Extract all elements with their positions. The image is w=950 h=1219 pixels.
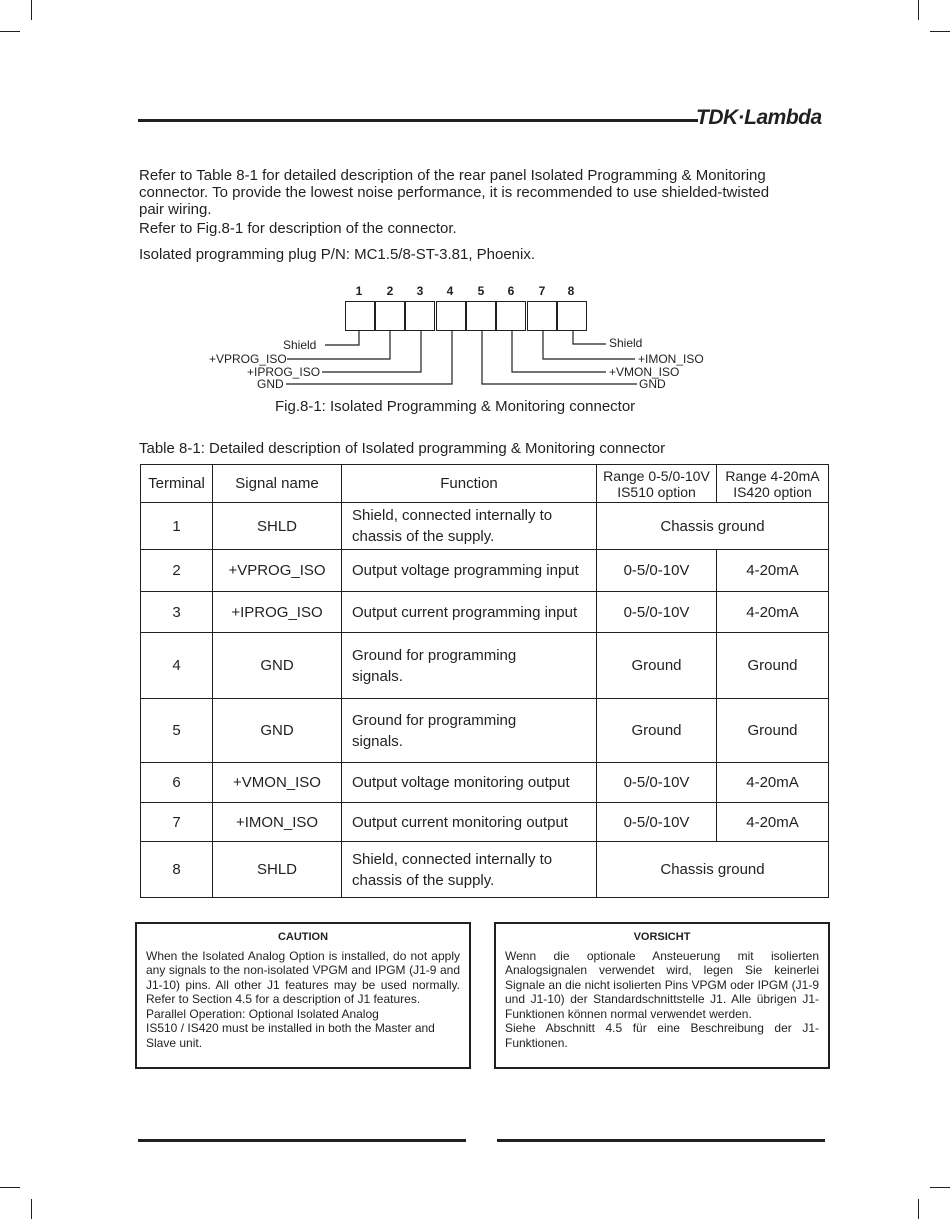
range-voltage-cell: Ground xyxy=(597,699,717,763)
range-current-cell: 4-20mA xyxy=(717,803,829,842)
range-voltage-cell: 0-5/0-10V xyxy=(597,803,717,842)
footer-rule xyxy=(138,1139,466,1142)
terminal-cell: 4 xyxy=(141,633,213,699)
range-current-cell: 4-20mA xyxy=(717,592,829,633)
function-line: Ground for programming xyxy=(352,711,517,729)
figure-caption: Fig.8-1: Isolated Programming & Monitoring connector xyxy=(275,398,636,415)
signal-cell: +IMON_ISO xyxy=(213,803,342,842)
vorsicht-body: Wenn die optionale Ansteuerung mit isolierten Analogsignalen verwendet wird, legen Sie keinerlei Signale an die nicht isolierten Pins VPGM oder IPGM (J1-9 und J1-10) der Standardschnittstelle J1. Alle übrigen J1-Funktionen können normal verwendet werden. xyxy=(505,948,819,1021)
caution-box xyxy=(135,922,471,1069)
signal-cell: GND xyxy=(213,699,342,763)
pin-number: 4 xyxy=(446,284,454,298)
table-row xyxy=(141,503,829,550)
function-cell: Output current programming input xyxy=(342,592,597,633)
header-range-current-line: Range 4-20mA xyxy=(725,467,820,484)
footer-rule xyxy=(497,1139,825,1142)
range-current-cell: Ground xyxy=(717,633,829,699)
caution-parallel-note: IS510 / IS420 must be installed in both the Master and Slave unit. xyxy=(146,1021,435,1050)
terminal-cell: 3 xyxy=(141,592,213,633)
wire-pin1 xyxy=(325,331,359,345)
connector-label: +VMON_ISO xyxy=(609,365,680,379)
header-range-current-line: IS420 option xyxy=(733,483,812,500)
range-current-cell: Ground xyxy=(717,699,829,763)
range-voltage-cell: 0-5/0-10V xyxy=(597,763,717,803)
terminal-cell: 6 xyxy=(141,763,213,803)
signal-cell: SHLD xyxy=(213,503,342,550)
caution-title: CAUTION xyxy=(277,931,329,943)
function-line: signals. xyxy=(352,667,403,685)
connector-label: GND xyxy=(639,377,666,391)
connector-label: Shield xyxy=(609,336,643,350)
function-cell: Output current monitoring output xyxy=(342,803,597,842)
intro-line: pair wiring. xyxy=(139,201,212,218)
wire-pin8 xyxy=(573,331,606,344)
intro-line: connector. To provide the lowest noise performance, it is recommended to use shielded-twisted xyxy=(139,184,770,201)
header-range-voltage-line: IS510 option xyxy=(617,483,696,500)
connector-label: +IMON_ISO xyxy=(638,352,704,366)
terminal-cell: 5 xyxy=(141,699,213,763)
range-voltage-cell: 0-5/0-10V xyxy=(597,592,717,633)
pin-number: 2 xyxy=(386,284,394,298)
function-line: Shield, connected internally to xyxy=(352,850,553,868)
function-cell xyxy=(342,842,597,898)
connector-table xyxy=(140,464,829,898)
table-caption: Table 8-1: Detailed description of Isolated programming & Monitoring connector xyxy=(139,440,666,457)
pin-number: 1 xyxy=(355,284,363,298)
caution-body: When the Isolated Analog Option is installed, do not apply any signals to the non-isolated VPGM and IPGM (J1-9 and J1-10) pins. All other J1 features may be used normally. Refer to Section 4.5 for a description of J1 features. xyxy=(146,948,460,1006)
function-line: chassis of the supply. xyxy=(352,871,495,889)
terminal-cell: 7 xyxy=(141,803,213,842)
pin-number: 3 xyxy=(416,284,424,298)
vorsicht-box xyxy=(494,922,830,1069)
pin-number: 7 xyxy=(538,284,546,298)
header-range-current xyxy=(717,465,829,503)
header-signal-name: Signal name xyxy=(213,465,342,503)
table-row xyxy=(141,550,829,592)
header-range-voltage xyxy=(597,465,717,503)
function-line: chassis of the supply. xyxy=(352,528,495,545)
header-terminal: Terminal xyxy=(141,465,213,503)
connector-label: Shield xyxy=(283,338,317,352)
intro-line: Refer to Fig.8-1 for description of the connector. xyxy=(139,220,457,237)
function-cell xyxy=(342,633,597,699)
range-current-cell: 4-20mA xyxy=(717,550,829,592)
crop-mark xyxy=(0,1187,20,1188)
function-cell: Output voltage programming input xyxy=(342,550,597,592)
table-header-row xyxy=(141,465,829,503)
connector-label: +VPROG_ISO xyxy=(209,352,287,366)
function-line: Ground for programming xyxy=(352,646,517,664)
table-row xyxy=(141,592,829,633)
range-merged-cell: Chassis ground xyxy=(597,842,829,898)
signal-cell: +VPROG_ISO xyxy=(213,550,342,592)
table-row xyxy=(141,633,829,699)
connector-label: +IPROG_ISO xyxy=(247,365,321,379)
connector-wires xyxy=(0,0,950,400)
terminal-cell: 2 xyxy=(141,550,213,592)
table-row xyxy=(141,803,829,842)
crop-mark xyxy=(930,1187,950,1188)
pin-number: 5 xyxy=(477,284,485,298)
brand-logo: TDK·Lambda xyxy=(696,106,822,129)
range-voltage-cell: 0-5/0-10V xyxy=(597,550,717,592)
function-cell xyxy=(342,503,597,550)
range-current-cell: 4-20mA xyxy=(717,763,829,803)
range-merged-cell: Chassis ground xyxy=(597,503,829,550)
connector-label: GND xyxy=(257,377,284,391)
intro-line: Refer to Table 8-1 for detailed description of the rear panel Isolated Programming & Monitoring xyxy=(139,167,766,184)
terminal-cell: 1 xyxy=(141,503,213,550)
function-line: signals. xyxy=(352,732,403,750)
vorsicht-reference-note: Siehe Abschnitt 4.5 für eine Beschreibung der J1-Funktionen. xyxy=(505,1021,819,1050)
vorsicht-title: VORSICHT xyxy=(633,931,691,943)
pin-number: 8 xyxy=(567,284,575,298)
wire-pin3 xyxy=(322,331,421,372)
table-row xyxy=(141,699,829,763)
signal-cell: +IPROG_ISO xyxy=(213,592,342,633)
pin-number: 6 xyxy=(507,284,515,298)
terminal-cell: 8 xyxy=(141,842,213,898)
table-row xyxy=(141,842,829,898)
function-line: Shield, connected internally to xyxy=(352,507,553,524)
header-range-voltage-line: Range 0-5/0-10V xyxy=(603,467,710,484)
function-cell: Output voltage monitoring output xyxy=(342,763,597,803)
signal-cell: +VMON_ISO xyxy=(213,763,342,803)
range-voltage-cell: Ground xyxy=(597,633,717,699)
signal-cell: GND xyxy=(213,633,342,699)
plug-part-number: Isolated programming plug P/N: MC1.5/8-ST-3.81, Phoenix. xyxy=(139,246,536,263)
crop-mark xyxy=(918,1199,919,1219)
table-row xyxy=(141,763,829,803)
function-cell xyxy=(342,699,597,763)
caution-parallel-note: Parallel Operation: Optional Isolated Analog xyxy=(146,1006,379,1021)
header-function: Function xyxy=(342,465,597,503)
signal-cell: SHLD xyxy=(213,842,342,898)
wire-pin6 xyxy=(512,331,606,372)
crop-mark xyxy=(31,1199,32,1219)
